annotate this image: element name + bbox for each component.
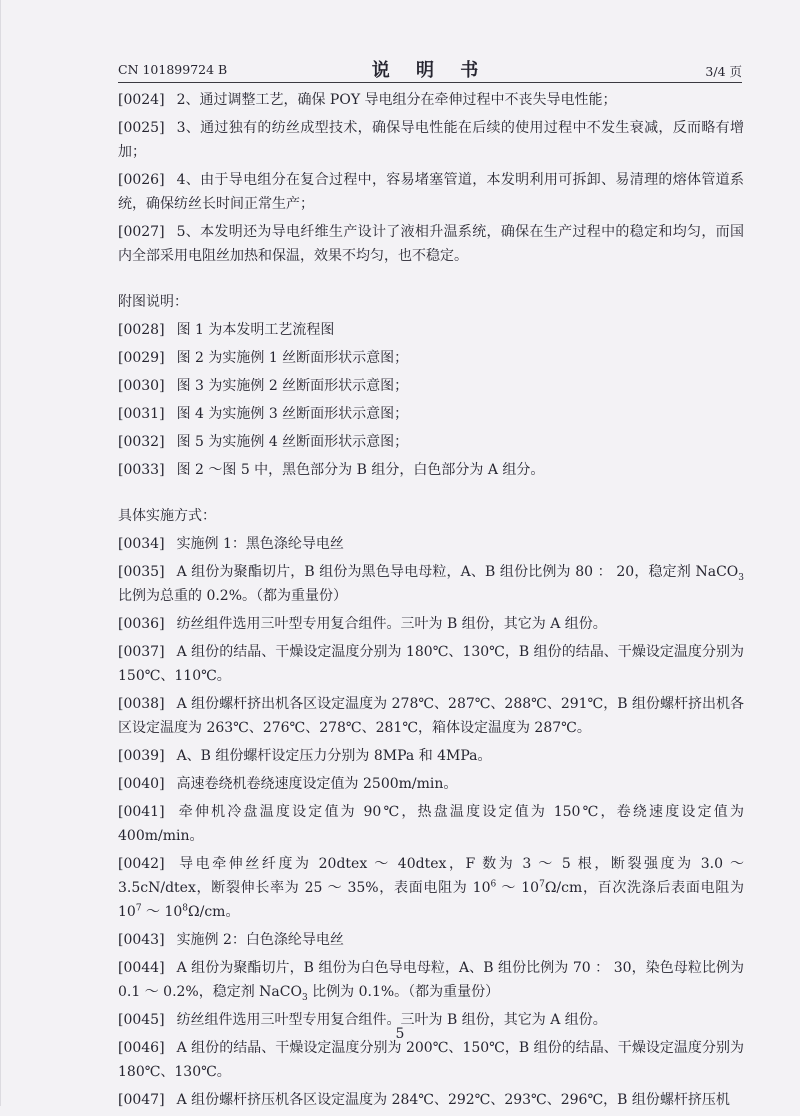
paragraph-tag: [0045] xyxy=(118,1012,165,1028)
paragraph-text: Ω/cm，百次洗涤后表面电阻为 10 xyxy=(118,880,745,920)
superscript: 7 xyxy=(135,903,142,914)
paragraph-tag: [0029] xyxy=(118,350,165,366)
subscript: 3 xyxy=(301,992,308,1003)
paragraph-0042 xyxy=(118,852,744,924)
paragraph-text: A、B 组份螺杆设定压力分别为 8MPa 和 4MPa。 xyxy=(176,748,492,764)
paragraph-0034 xyxy=(118,532,744,556)
embodiment-heading: 具体实施方式： xyxy=(118,508,216,524)
paragraph-tag: [0039] xyxy=(118,748,165,764)
example1-params xyxy=(118,612,744,848)
page-number: 5 xyxy=(395,1026,405,1042)
paragraph xyxy=(118,430,744,454)
paragraph-tag: [0043] xyxy=(118,932,165,948)
paragraph-0044 xyxy=(118,956,744,1004)
paragraph-text: 导电牵伸丝纤度为 20dtex ～ 40dtex，F 数为 3 ～ 5 根，断裂强度为 3.0 ～ 3.5cN/dtex，断裂伸长率为 25 ～ 35%，表面电阻为 10 xyxy=(118,856,744,896)
paragraph xyxy=(118,168,744,216)
paragraph-tag: [0036] xyxy=(118,616,165,632)
paragraph-text: 2、通过调整工艺，确保 POY 导电组分在牵伸过程中不丧失导电性能； xyxy=(176,92,617,108)
paragraph-tag: [0035] xyxy=(118,564,165,580)
paragraph-text: 图 5 为实施例 4 丝断面形状示意图； xyxy=(176,434,409,450)
paragraph xyxy=(118,1036,744,1084)
superscript: 6 xyxy=(490,879,497,890)
paragraph-tag: [0030] xyxy=(118,378,165,394)
page-indicator: 3/4 页 xyxy=(705,64,742,79)
paragraph-text: 比例为总重的 0.2%。（都为重量份） xyxy=(118,588,348,604)
paragraph-text: 纺丝组件选用三叶型专用复合组件。三叶为 B 组份，其它为 A 组份。 xyxy=(176,1012,607,1028)
paragraph-tag: [0047] xyxy=(118,1092,165,1108)
paragraph-text: 纺丝组件选用三叶型专用复合组件。三叶为 B 组份，其它为 A 组份。 xyxy=(176,616,607,632)
paragraph-tag: [0044] xyxy=(118,960,165,976)
figures-section xyxy=(118,318,744,482)
paragraph-tag: [0040] xyxy=(118,776,165,792)
paragraph-tag: [0024] xyxy=(118,92,165,108)
paragraph xyxy=(118,220,744,268)
paragraph xyxy=(118,374,744,398)
paragraph-text: ～ 10 xyxy=(496,880,540,896)
paragraph xyxy=(118,800,744,848)
paragraph-tag: [0028] xyxy=(118,322,165,338)
paragraph xyxy=(118,402,744,426)
document-body xyxy=(118,88,744,1116)
paragraph xyxy=(118,1088,744,1112)
paragraph-tag: [0037] xyxy=(118,644,165,660)
paragraph xyxy=(118,772,744,796)
paragraph-text: A 组份为聚酯切片，B 组份为黑色导电母粒，A、B 组份比例为 80 ： 20，稳定剂 NaCO xyxy=(176,564,739,580)
paragraph-text: 高速卷绕机卷绕速度设定值为 2500m/min。 xyxy=(176,776,458,792)
paragraph xyxy=(118,744,744,768)
paragraph xyxy=(118,692,744,740)
paragraph-text: 4、由于导电组分在复合过程中，容易堵塞管道，本发明利用可拆卸、易清理的熔体管道系统，确保纺丝长时间正常生产； xyxy=(118,172,744,212)
paragraph-tag: [0026] xyxy=(118,172,165,188)
paragraph-text: 图 1 为本发明工艺流程图 xyxy=(176,322,335,338)
paragraph-text: 5、本发明还为导电纤维生产设计了液相升温系统，确保在生产过程中的稳定和均匀，而国内全部采用电阻丝加热和保温，效果不均匀，也不稳定。 xyxy=(118,224,744,264)
paragraph-text: 实施例 1：黑色涤纶导电丝 xyxy=(176,536,344,552)
figures-heading: 附图说明： xyxy=(118,294,188,310)
paragraph-text: 图 4 为实施例 3 丝断面形状示意图； xyxy=(176,406,409,422)
paragraph-text: 图 2 ～图 5 中，黑色部分为 B 组分，白色部分为 A 组分。 xyxy=(176,462,545,478)
paragraph-text: Ω/cm。 xyxy=(188,904,240,920)
paragraph-tag: [0042] xyxy=(118,856,165,872)
paragraph-text: A 组份为聚酯切片，B 组份为白色导电母粒，A、B 组份比例为 70 ： 30，染色母粒比例为 0.1 ～ 0.2%，稳定剂 NaCO xyxy=(118,960,744,1000)
advantages-section xyxy=(118,88,744,268)
example2-params xyxy=(118,1008,744,1112)
document-title: 说 明 书 xyxy=(371,60,489,81)
paragraph-tag: [0031] xyxy=(118,406,165,422)
paragraph xyxy=(118,88,744,112)
paragraph-tag: [0025] xyxy=(118,120,165,136)
superscript: 8 xyxy=(182,903,189,914)
paragraph-text: 图 3 为实施例 2 丝断面形状示意图； xyxy=(176,378,409,394)
paragraph-0035 xyxy=(118,560,744,608)
paragraph-0043 xyxy=(118,928,744,952)
patent-number: CN 101899724 B xyxy=(118,62,228,77)
paragraph xyxy=(118,346,744,370)
paragraph xyxy=(118,318,744,342)
paragraph-text: A 组份螺杆挤出机各区设定温度为 278℃、287℃、288℃、291℃，B 组份螺杆挤出机各区设定温度为 263℃、276℃、278℃、281℃，箱体设定温度为 287℃。 xyxy=(118,696,744,736)
paragraph-text: 图 2 为实施例 1 丝断面形状示意图； xyxy=(176,350,409,366)
paragraph-tag: [0032] xyxy=(118,434,165,450)
subscript: 3 xyxy=(738,572,744,583)
paragraph-tag: [0033] xyxy=(118,462,165,478)
paragraph-text: ～ 10 xyxy=(141,904,183,920)
paragraph xyxy=(118,612,744,636)
paragraph-tag: [0027] xyxy=(118,224,165,240)
paragraph xyxy=(118,116,744,164)
paragraph-tag: [0041] xyxy=(118,804,165,820)
page-header xyxy=(118,48,742,83)
paragraph-tag: [0034] xyxy=(118,536,165,552)
paragraph-tag: [0046] xyxy=(118,1040,165,1056)
paragraph-text: A 组份的结晶、干燥设定温度分别为 180℃、130℃，B 组份的结晶、干燥设定温度分别为 150℃、110℃。 xyxy=(118,644,744,684)
paragraph-text: A 组份螺杆挤压机各区设定温度为 284℃、292℃、293℃、296℃，B 组份螺杆挤压机 xyxy=(176,1092,730,1108)
paragraph xyxy=(118,458,744,482)
paragraph-text: A 组份的结晶、干燥设定温度分别为 200℃、150℃，B 组份的结晶、干燥设定温度分别为 180℃、130℃。 xyxy=(118,1040,744,1080)
paragraph xyxy=(118,640,744,688)
paragraph-tag: [0038] xyxy=(118,696,165,712)
paragraph-text: 比例为 0.1%。（都为重量份） xyxy=(307,984,500,1000)
superscript: 7 xyxy=(539,879,545,890)
paragraph-text: 3、通过独有的纺丝成型技术，确保导电性能在后续的使用过程中不发生衰减，反而略有增加； xyxy=(118,120,744,160)
paragraph-text: 牵伸机冷盘温度设定值为 90℃，热盘温度设定值为 150℃，卷绕速度设定值为 400m/min。 xyxy=(118,804,744,844)
paragraph-text: 实施例 2：白色涤纶导电丝 xyxy=(176,932,344,948)
